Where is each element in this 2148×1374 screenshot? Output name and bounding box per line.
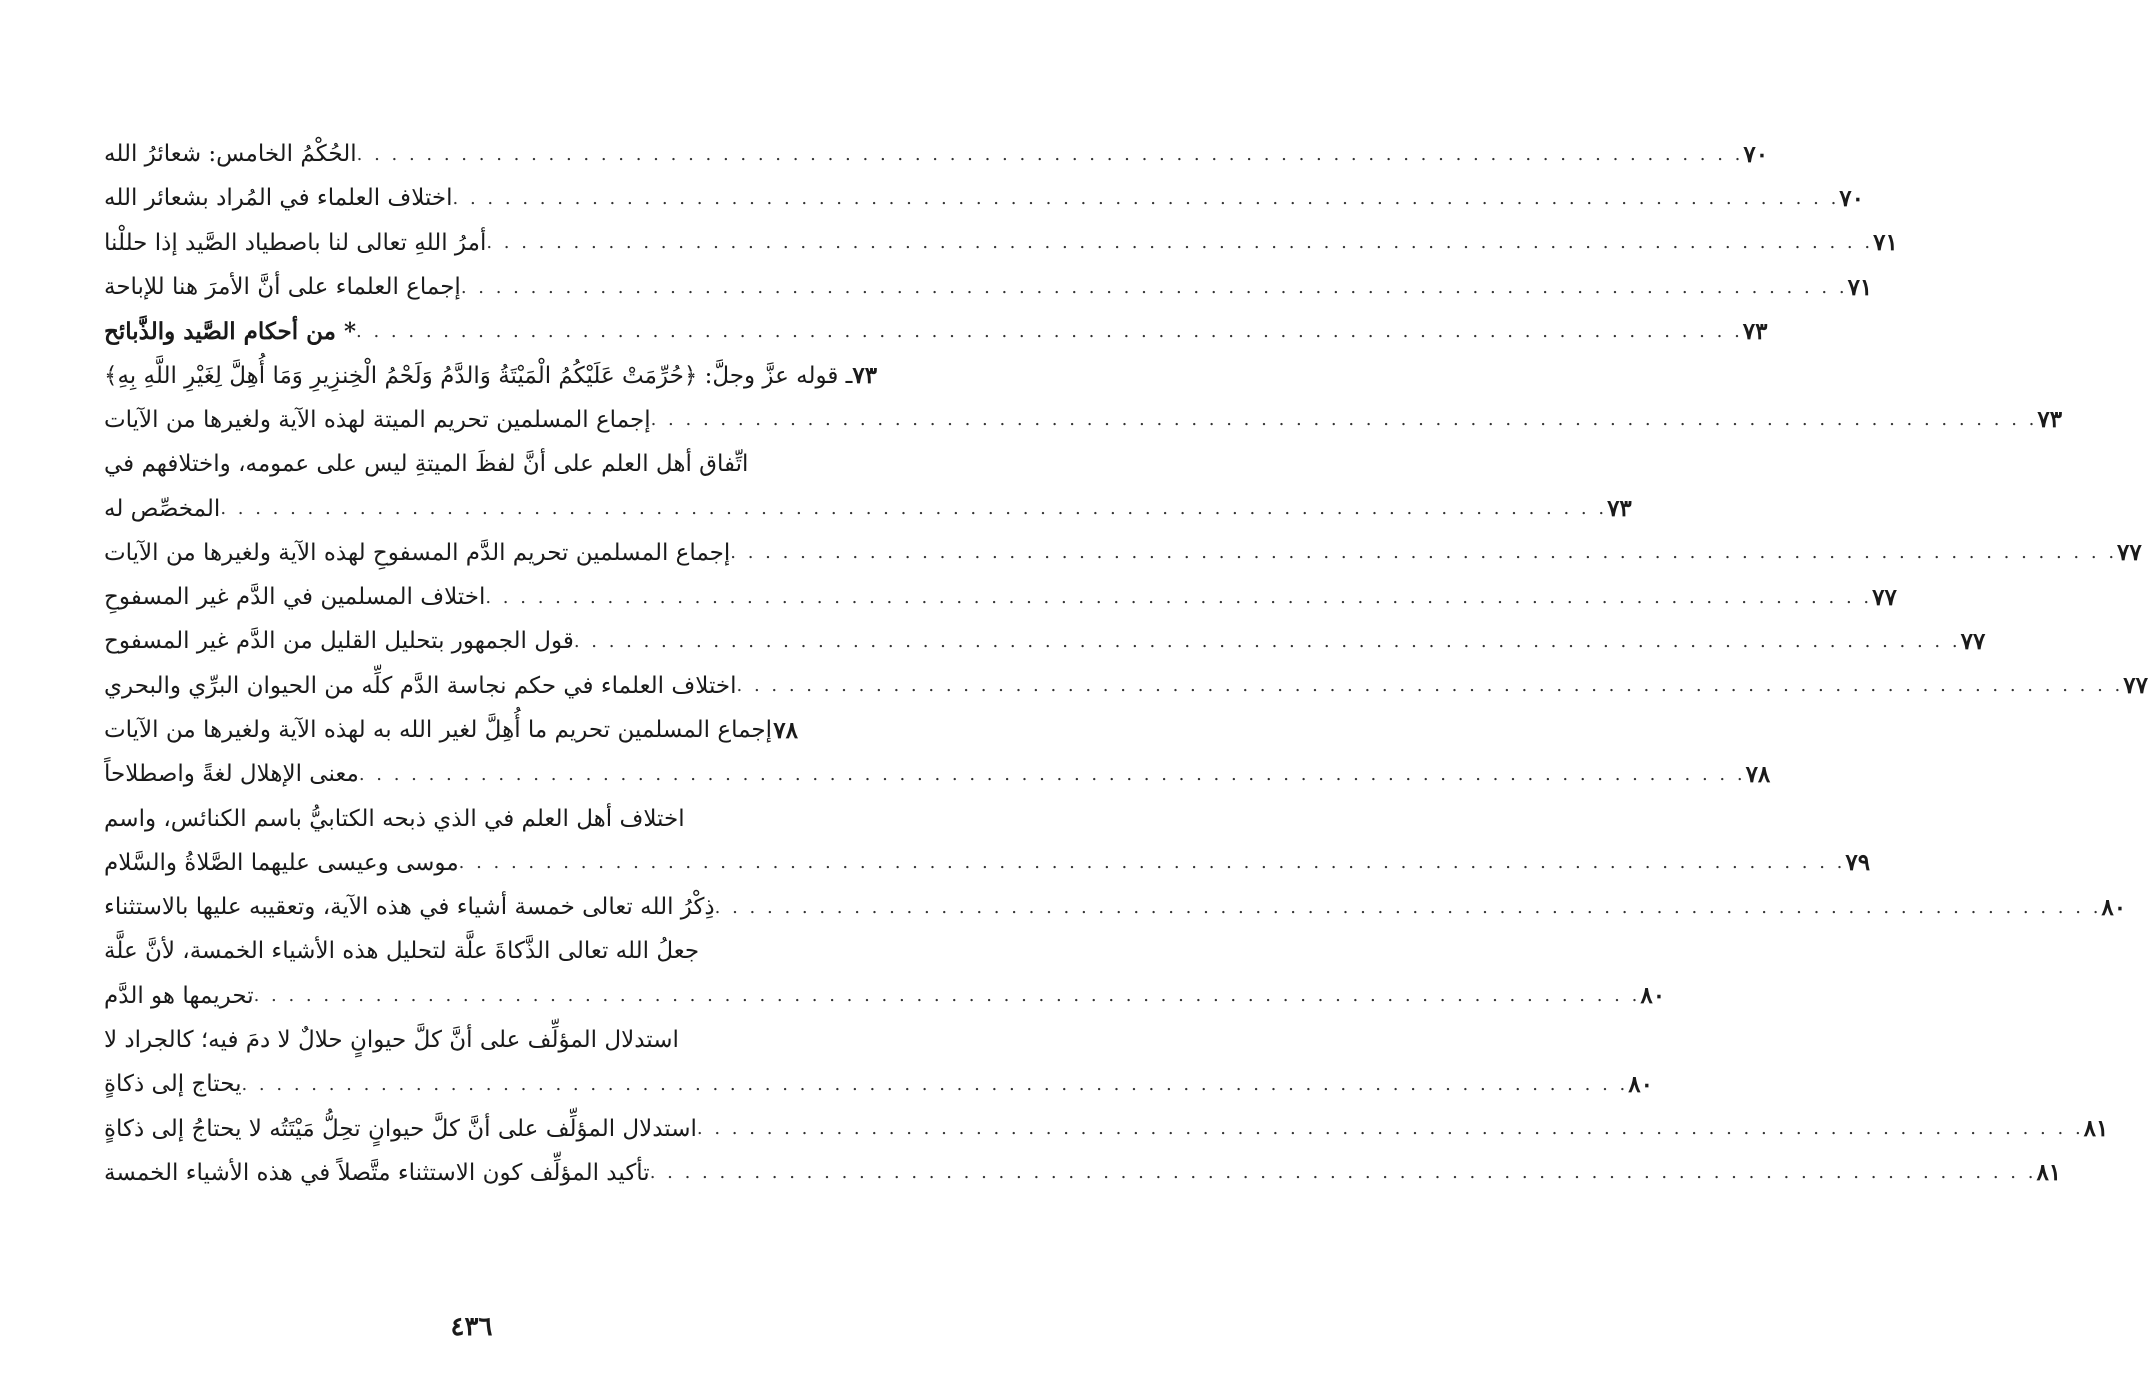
toc-entry-page: ٧٧: [1872, 583, 1897, 611]
toc-entry: [98, 531, 2142, 575]
toc-entry: [98, 619, 1986, 663]
toc-entry-title: اختلاف العلماء في المُراد بشعائر الله: [104, 185, 453, 212]
toc-entry-title: ـ قوله عزَّ وجلَّ: ﴿حُرِّمَتْ عَلَيْكُمُ الْمَيْتَةُ وَالدَّمُ وَلَحْمُ الْخِنزِيرِ وَمَا أُهِلَّ لِغَيْرِ اللَّهِ بِهِ﴾: [104, 362, 853, 389]
toc-entry-title: ذِكْرُ الله تعالى خمسة أشياء في هذه الآية، وتعقيبه عليها بالاستثناء: [104, 894, 715, 921]
toc-entry-page: ٨١: [2036, 1159, 2062, 1187]
toc-entry-title: قول الجمهور بتحليل القليل من الدَّم غير المسفوح: [104, 628, 574, 655]
toc-entry-page: ٧٧: [1960, 627, 1986, 655]
toc-entry-page: ٨٠: [1628, 1070, 1653, 1098]
toc-entry-title: استدلال المؤلِّف على أنَّ كلَّ حيوانٍ تحِلُّ مَيْتَتُه لا يحتاجُ إلى ذكاةٍ: [104, 1115, 697, 1142]
toc-entry-page: ٨٠: [2101, 893, 2127, 921]
dot-leader: . . . . . . . . . . . . . . . . . . . . . . . . . . . . . . . . . . . . . . . . . . . . . . . . . . . . . . . . . . . . . . . . . . . . . . . . . . . . . . . .: [696, 1118, 2084, 1140]
dot-leader: . . . . . . . . . . . . . . . . . . . . . . . . . . . . . . . . . . . . . . . . . . . . . . . . . . . . . . . . . . . . . . . . . . . . . . . . . . . . . . . .: [460, 276, 1848, 298]
toc-entry: [98, 841, 1871, 885]
toc-entry: [98, 309, 1768, 353]
toc-entry-title: إجماع المسلمين تحريم الدَّم المسفوحِ لهذه الآية ولغيرها من الآيات: [104, 539, 731, 566]
toc-entry-title: يحتاج إلى ذكاةٍ: [104, 1071, 242, 1098]
dot-leader: . . . . . . . . . . . . . . . . . . . . . . . . . . . . . . . . . . . . . . . . . . . . . . . . . . . . . . . . . . . . . . . . . . . . . . . . . . . . . . . .: [358, 763, 1746, 785]
toc-entry-page: ٧٠: [1743, 140, 1769, 168]
dot-leader: . . . . . . . . . . . . . . . . . . . . . . . . . . . . . . . . . . . . . . . . . . . . . . . . . . . . . . . . . . . . . . . . . . . . . . . . . . . . . . . .: [485, 586, 1873, 608]
toc-entry: [98, 885, 2127, 929]
dot-leader: [772, 720, 773, 741]
dot-leader: . . . . . . . . . . . . . . . . . . . . . . . . . . . . . . . . . . . . . . . . . . . . . . . . . . . . . . . . . . . . . . . . . . . . . . . . . . . . . . . .: [356, 320, 1743, 342]
toc-entry: [98, 708, 798, 752]
toc-entry-title: الحُكْمُ الخامس: شعائرُ الله: [104, 141, 357, 168]
toc-entry-page: ٧٣: [852, 362, 878, 390]
toc-entry-page: ٧١: [1847, 273, 1873, 301]
toc-entry-page: ٧٠: [1839, 184, 1865, 212]
toc-entry: [98, 353, 878, 397]
toc-entry: [98, 1151, 2062, 1195]
toc-entry-title: أمرُ اللهِ تعالى لنا باصطياد الصَّيد إذا حللْنا: [104, 229, 487, 256]
toc-entry-title: * من أحكام الصَّيد والذَّبائح: [104, 317, 357, 345]
toc-entry: [98, 442, 798, 486]
dot-leader: . . . . . . . . . . . . . . . . . . . . . . . . . . . . . . . . . . . . . . . . . . . . . . . . . . . . . . . . . . . . . . . . . . . . . . . . . . . . . . . .: [730, 542, 2118, 564]
toc-entry: [98, 974, 1666, 1018]
toc-entry-page: ٧٩: [1845, 849, 1871, 877]
toc-entry: [98, 1062, 1653, 1106]
dot-leader: . . . . . . . . . . . . . . . . . . . . . . . . . . . . . . . . . . . . . . . . . . . . . . . . . . . . . . . . . . . . . . . . . . . . . . . . . . . . . . . .: [452, 187, 1840, 209]
toc-entry-title: إجماع المسلمين تحريم ما أُهِلَّ لغير الله به لهذه الآية ولغيرها من الآيات: [104, 717, 773, 743]
toc-entry-title: استدلال المؤلِّف على أنَّ كلَّ حيوانٍ حلالٌ لا دمَ فيه؛ كالجراد لا: [104, 1027, 679, 1054]
toc-entry-title: تأكيد المؤلِّف كون الاستثناء متَّصلاً في هذه الأشياء الخمسة: [104, 1159, 650, 1186]
dot-leader: . . . . . . . . . . . . . . . . . . . . . . . . . . . . . . . . . . . . . . . . . . . . . . . . . . . . . . . . . . . . . . . . . . . . . . . . . . . . . . . .: [356, 143, 1744, 165]
dot-leader: . . . . . . . . . . . . . . . . . . . . . . . . . . . . . . . . . . . . . . . . . . . . . . . . . . . . . . . . . . . . . . . . . . . . . . . . . . . . . . . .: [220, 498, 1608, 520]
toc-entry-title: اختلاف العلماء في حكم نجاسة الدَّم كلِّه من الحيوان البرِّي والبحري: [104, 672, 737, 699]
toc-entry-page: ٧٧: [2117, 539, 2142, 567]
toc-entry-page: ٧٧: [2123, 672, 2148, 700]
toc-entry: [98, 664, 2148, 708]
toc-entry: [98, 752, 1771, 796]
toc-entry: [98, 486, 1632, 530]
dot-leader: . . . . . . . . . . . . . . . . . . . . . . . . . . . . . . . . . . . . . . . . . . . . . . . . . . . . . . . . . . . . . . . . . . . . . . . . . . . . . . . .: [253, 985, 1641, 1007]
toc-entry-title: اختلاف المسلمين في الدَّم غير المسفوحِ: [104, 584, 486, 611]
dot-leader: . . . . . . . . . . . . . . . . . . . . . . . . . . . . . . . . . . . . . . . . . . . . . . . . . . . . . . . . . . . . . . . . . . . . . . . . . . . . . . . .: [573, 630, 1961, 652]
toc-entry-page: ٨١: [2083, 1115, 2109, 1143]
toc-entry-title: موسى وعيسى عليهما الصَّلاةُ والسَّلام: [104, 849, 459, 876]
page-number: ٤٣٦: [450, 1312, 493, 1342]
toc-entry-title: اتِّفاق أهل العلم على أنَّ لفظَ الميتةِ ليس على عمومه، واختلافهم في: [104, 451, 749, 478]
toc-entry-title: اختلاف أهل العلم في الذي ذبحه الكتابيُّ باسم الكنائس، واسم: [104, 805, 685, 832]
dot-leader: . . . . . . . . . . . . . . . . . . . . . . . . . . . . . . . . . . . . . . . . . . . . . . . . . . . . . . . . . . . . . . . . . . . . . . . . . . . . . . . .: [241, 1073, 1629, 1095]
dot-leader: . . . . . . . . . . . . . . . . . . . . . . . . . . . . . . . . . . . . . . . . . . . . . . . . . . . . . . . . . . . . . . . . . . . . . . . . . . . . . . . .: [736, 675, 2124, 697]
toc-entry-page: ٧٣: [2037, 406, 2063, 434]
toc-entry-page: ٨٠: [1640, 982, 1666, 1010]
toc-entry: [98, 176, 1865, 220]
toc-entry-page: ٧٣: [1607, 495, 1632, 523]
dot-leader: . . . . . . . . . . . . . . . . . . . . . . . . . . . . . . . . . . . . . . . . . . . . . . . . . . . . . . . . . . . . . . . . . . . . . . . . . . . . . . . .: [486, 232, 1874, 254]
toc-entry-page: ٧٨: [773, 716, 798, 744]
toc-entry: [98, 1107, 2109, 1151]
toc-entry-page: ٧٨: [1745, 760, 1771, 788]
toc-entry: [98, 221, 1898, 265]
toc-entry-title: معنى الإهلال لغةً واصطلاحاً: [104, 761, 359, 788]
table-of-contents: [98, 132, 2148, 1195]
toc-entry: [98, 796, 798, 840]
toc-entry-title: إجماع العلماء على أنَّ الأمرَ هنا للإباحة: [104, 274, 461, 301]
toc-entry: [98, 398, 2063, 442]
dot-leader: . . . . . . . . . . . . . . . . . . . . . . . . . . . . . . . . . . . . . . . . . . . . . . . . . . . . . . . . . . . . . . . . . . . . . . . . . . . . . . . .: [650, 409, 2038, 431]
toc-entry: [98, 1018, 798, 1062]
toc-entry-title: المخصِّص له: [104, 495, 221, 522]
toc-entry-title: جعلُ الله تعالى الذَّكاةَ علَّة لتحليل هذه الأشياء الخمسة، لأنَّ علَّة: [104, 938, 700, 965]
toc-entry: [98, 929, 798, 973]
dot-leader: . . . . . . . . . . . . . . . . . . . . . . . . . . . . . . . . . . . . . . . . . . . . . . . . . . . . . . . . . . . . . . . . . . . . . . . . . . . . . . . .: [649, 1162, 2037, 1184]
toc-entry-page: ٧١: [1873, 229, 1898, 257]
toc-entry: [98, 575, 1897, 619]
toc-entry-title: إجماع المسلمين تحريم الميتة لهذه الآية ولغيرها من الآيات: [104, 406, 651, 433]
toc-entry-title: تحريمها هو الدَّم: [104, 982, 254, 1009]
toc-entry-page: ٧٣: [1742, 317, 1768, 345]
toc-entry: [98, 265, 1873, 309]
toc-entry: [98, 132, 1769, 176]
dot-leader: . . . . . . . . . . . . . . . . . . . . . . . . . . . . . . . . . . . . . . . . . . . . . . . . . . . . . . . . . . . . . . . . . . . . . . . . . . . . . . . .: [714, 896, 2102, 918]
dot-leader: . . . . . . . . . . . . . . . . . . . . . . . . . . . . . . . . . . . . . . . . . . . . . . . . . . . . . . . . . . . . . . . . . . . . . . . . . . . . . . . .: [458, 852, 1846, 874]
